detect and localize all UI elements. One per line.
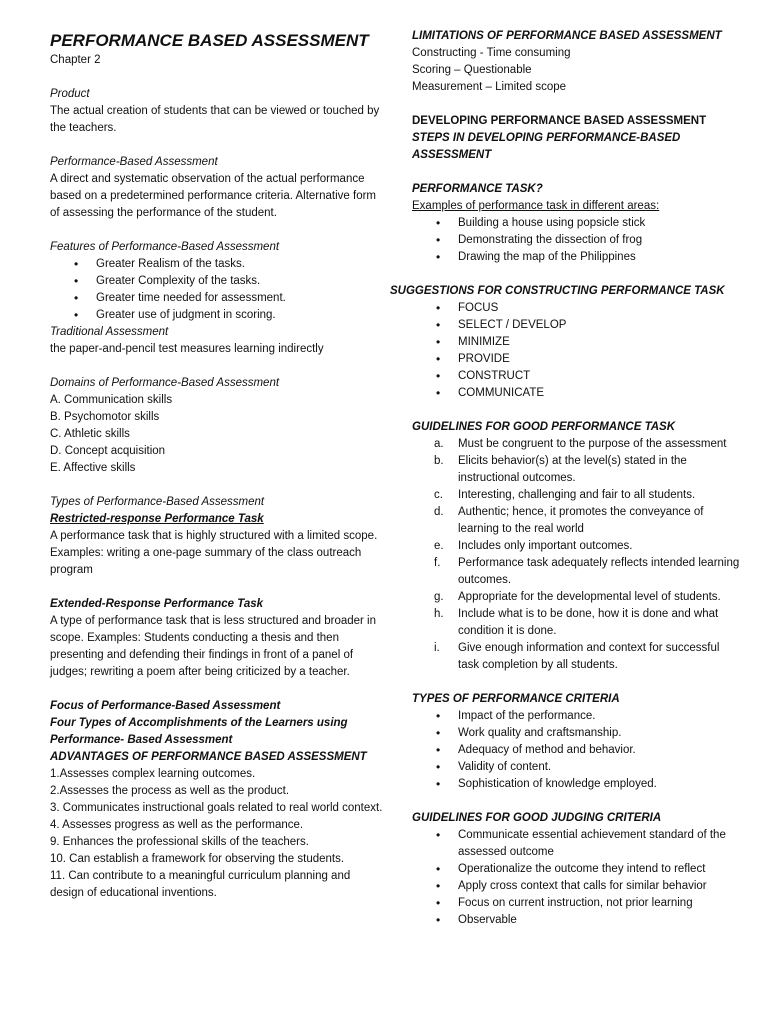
list-marker: e. <box>434 540 444 552</box>
list-marker: a. <box>434 438 444 450</box>
list-text: Authentic; hence, it promotes the conveyance of learning to the real world <box>458 506 704 535</box>
list-item: 4. Assesses progress as well as the performance. <box>50 819 304 831</box>
list-marker: c. <box>434 489 443 501</box>
list-item: B. Psychomotor skills <box>50 411 160 423</box>
list-marker: g. <box>434 591 444 603</box>
features-heading: Features of Performance-Based Assessment <box>50 241 280 253</box>
list-item: C. Athletic skills <box>50 428 130 440</box>
list-item: • Greater time needed for assessment. <box>50 290 385 307</box>
list-item: Scoring – Questionable <box>412 64 532 76</box>
list-item: • PROVIDE <box>390 351 740 368</box>
list-item: • Observable <box>390 912 740 929</box>
list-item: • CONSTRUCT <box>390 368 740 385</box>
list-item: 11. Can contribute to a meaningful curriculum planning and design of educational inventions. <box>50 870 351 899</box>
list-item: • MINIMIZE <box>390 334 740 351</box>
list-item: • Greater Complexity of the tasks. <box>50 273 385 290</box>
list-item: • Impact of the performance. <box>390 708 740 725</box>
list-text: Includes only important outcomes. <box>458 540 633 552</box>
list-item: • Validity of content. <box>390 759 740 776</box>
chapter-label: Chapter 2 <box>50 54 101 66</box>
criteria-list <box>390 708 740 793</box>
list-item <box>390 606 740 640</box>
list-text: Include what is to be done, how it is done and what condition it is done. <box>458 608 719 637</box>
list-item <box>390 504 740 538</box>
list-marker: i. <box>434 642 440 654</box>
advantages-heading: ADVANTAGES OF PERFORMANCE BASED ASSESSMENT <box>50 751 367 763</box>
suggestions-heading: SUGGESTIONS FOR CONSTRUCTING PERFORMANCE TASK <box>390 285 725 297</box>
list-item: Constructing - Time consuming <box>412 47 571 59</box>
list-item <box>390 487 740 504</box>
domains-heading: Domains of Performance-Based Assessment <box>50 377 280 389</box>
guidelines-task-list <box>390 436 740 674</box>
list-marker: h. <box>434 608 444 620</box>
judging-list <box>390 827 740 929</box>
list-text: Interesting, challenging and fair to all students. <box>458 489 696 501</box>
list-item: • Adequacy of method and behavior. <box>390 742 740 759</box>
examples-heading: Examples of performance task in different areas: <box>412 200 660 212</box>
right-column <box>390 28 740 929</box>
traditional-text: the paper-and-pencil test measures learning indirectly <box>50 343 324 355</box>
list-item: • COMMUNICATE <box>390 385 740 402</box>
task-heading: PERFORMANCE TASK? <box>412 183 543 195</box>
list-marker: b. <box>434 455 444 467</box>
list-text: Give enough information and context for successful task completion by all students. <box>458 642 720 671</box>
list-item: 1.Assesses complex learning outcomes. <box>50 768 256 780</box>
traditional-heading: Traditional Assessment <box>50 326 169 338</box>
list-item: • Greater Realism of the tasks. <box>50 256 385 273</box>
list-item <box>390 538 740 555</box>
list-item: • Apply cross context that calls for similar behavior <box>390 878 740 895</box>
judging-heading: GUIDELINES FOR GOOD JUDGING CRITERIA <box>412 812 662 824</box>
list-item <box>390 640 740 674</box>
list-item: • Sophistication of knowledge employed. <box>390 776 740 793</box>
list-item: 2.Assesses the process as well as the product. <box>50 785 290 797</box>
list-item: • Demonstrating the dissection of frog <box>390 232 740 249</box>
restricted-heading: Restricted-response Performance Task <box>50 513 264 525</box>
list-item <box>390 555 740 589</box>
focus-heading: Focus of Performance-Based Assessment <box>50 700 281 712</box>
extended-text: A type of performance task that is less structured and broader in scope. Examples: Students conducting a thesis and then presenting and defending their findings in front of a panel of judges; rewriting a poem after being criticized by a teacher. <box>50 615 377 678</box>
list-item: • Greater use of judgment in scoring. <box>50 307 385 324</box>
list-item: • Communicate essential achievement standard of the assessed outcome <box>390 827 740 861</box>
list-item <box>390 453 740 487</box>
list-item: E. Affective skills <box>50 462 136 474</box>
list-item: A. Communication skills <box>50 394 173 406</box>
list-text: Performance task adequately reflects intended learning outcomes. <box>458 557 740 586</box>
limitations-heading: LIMITATIONS OF PERFORMANCE BASED ASSESSMENT <box>412 30 722 42</box>
examples-list <box>390 215 740 266</box>
product-text: The actual creation of students that can be viewed or touched by the teachers. <box>50 105 380 134</box>
document-title: PERFORMANCE BASED ASSESSMENT <box>50 31 369 50</box>
list-text: Must be congruent to the purpose of the assessment <box>458 438 727 450</box>
list-item: D. Concept acquisition <box>50 445 166 457</box>
list-item: 10. Can establish a framework for observing the students. <box>50 853 345 865</box>
suggestions-list <box>390 300 740 402</box>
list-marker: d. <box>434 506 444 518</box>
list-item: 9. Enhances the professional skills of the teachers. <box>50 836 309 848</box>
list-marker: f. <box>434 557 441 569</box>
list-item <box>390 589 740 606</box>
criteria-heading: TYPES OF PERFORMANCE CRITERIA <box>412 693 620 705</box>
pba-text: A direct and systematic observation of the actual performance based on a predetermined performance criteria. Alternative form of assessing the performance of the student. <box>50 173 376 219</box>
list-item: • Drawing the map of the Philippines <box>390 249 740 266</box>
product-heading: Product <box>50 88 90 100</box>
list-item: • Operationalize the outcome they intend to reflect <box>390 861 740 878</box>
guidelines-task-heading: GUIDELINES FOR GOOD PERFORMANCE TASK <box>412 421 676 433</box>
list-item: • Focus on current instruction, not prior learning <box>390 895 740 912</box>
list-text: Appropriate for the developmental level of students. <box>458 591 721 603</box>
types-heading: Types of Performance-Based Assessment <box>50 496 265 508</box>
list-item: • Work quality and craftsmanship. <box>390 725 740 742</box>
list-item: • FOCUS <box>390 300 740 317</box>
list-item: • SELECT / DEVELOP <box>390 317 740 334</box>
steps-heading: STEPS IN DEVELOPING PERFORMANCE-BASED ASSESSMENT <box>412 132 681 161</box>
features-list <box>50 256 385 324</box>
restricted-examples: Examples: writing a one-page summary of the class outreach program <box>50 547 362 576</box>
pba-heading: Performance-Based Assessment <box>50 156 218 168</box>
list-item: • Building a house using popsicle stick <box>390 215 740 232</box>
list-item: 3. Communicates instructional goals related to real world context. <box>50 802 383 814</box>
list-item: Measurement – Limited scope <box>412 81 567 93</box>
developing-heading: DEVELOPING PERFORMANCE BASED ASSESSMENT <box>412 115 707 127</box>
restricted-text: A performance task that is highly structured with a limited scope. <box>50 530 378 542</box>
four-types-heading: Four Types of Accomplishments of the Learners using Performance- Based Assessment <box>50 717 348 746</box>
left-column <box>50 52 385 902</box>
list-text: Elicits behavior(s) at the level(s) stated in the instructional outcomes. <box>458 455 687 484</box>
extended-heading: Extended-Response Performance Task <box>50 598 264 610</box>
list-item <box>390 436 740 453</box>
